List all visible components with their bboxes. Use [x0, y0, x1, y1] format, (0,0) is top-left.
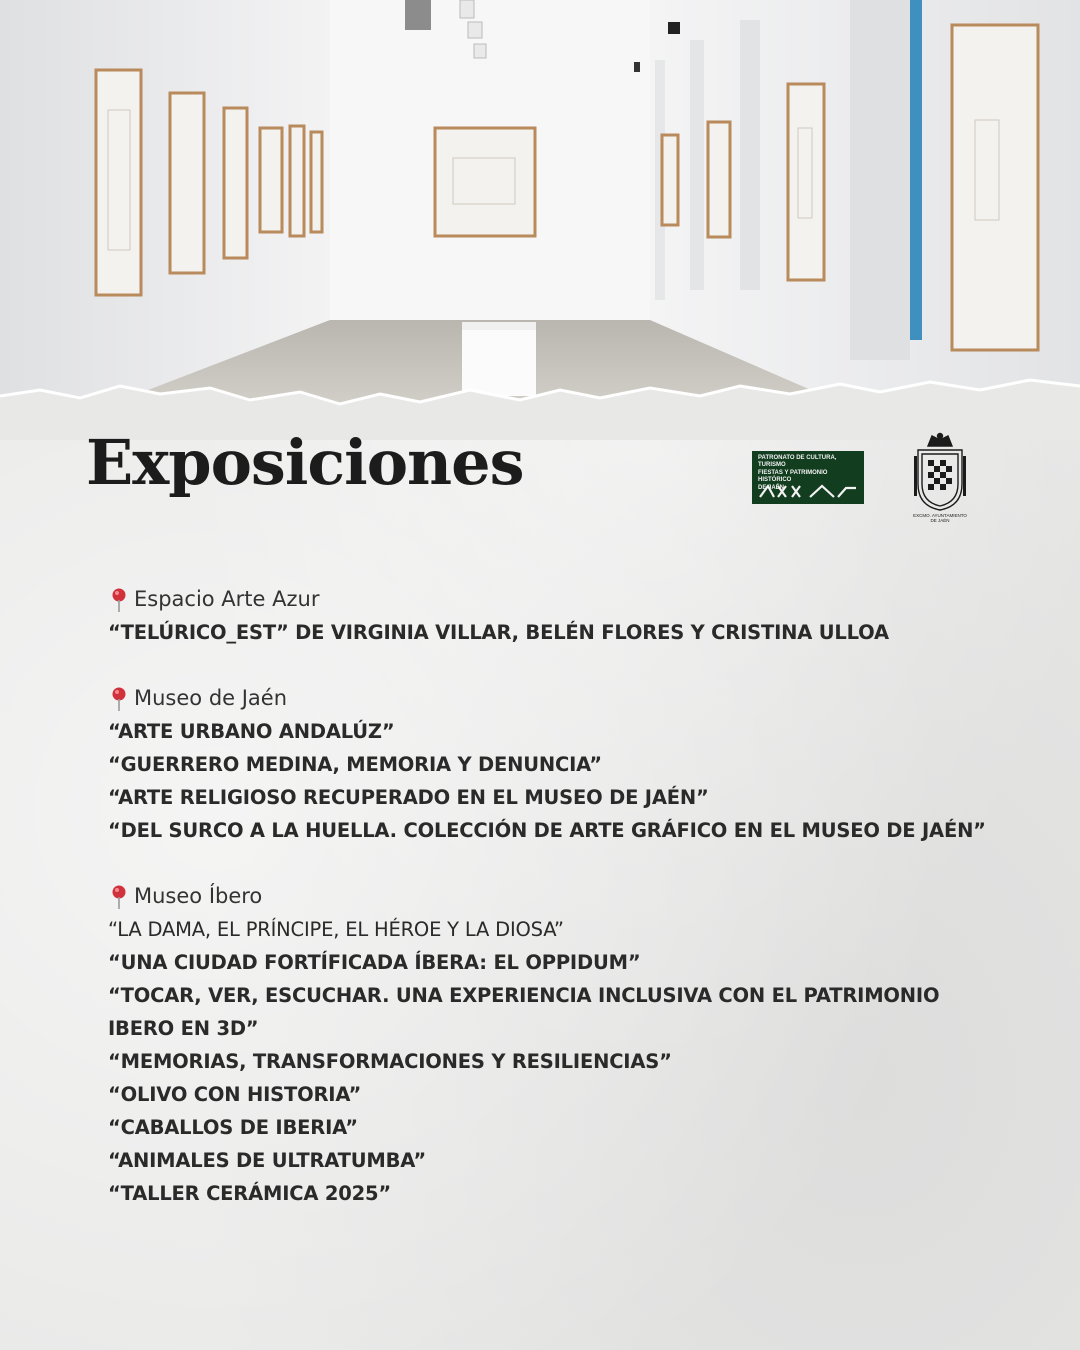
venue-block	[108, 682, 998, 847]
venue-name: Museo Íbero	[134, 884, 263, 908]
exhibition-title: “ARTE URBANO ANDALÚZ”	[108, 720, 395, 743]
venue-block	[108, 880, 998, 1210]
ayuntamiento-logo	[912, 432, 968, 522]
exhibition-title: “CABALLOS DE IBERIA”	[108, 1116, 358, 1139]
exhibition-title: “OLIVO CON HISTORIA”	[108, 1083, 362, 1106]
exhibition-title: “LA DAMA, EL PRÍNCIPE, EL HÉROE Y LA DIOSA”	[108, 918, 564, 941]
pushpin-icon	[108, 884, 130, 910]
exhibition-title: “GUERRERO MEDINA, MEMORIA Y DENUNCIA”	[108, 753, 602, 776]
exhibition-title: “MEMORIAS, TRANSFORMACIONES Y RESILIENCIAS”	[108, 1050, 672, 1073]
exhibition-title: “TALLER CERÁMICA 2025”	[108, 1182, 391, 1205]
pushpin-icon	[108, 587, 130, 613]
exhibition-title: “TOCAR, VER, ESCUCHAR. UNA EXPERIENCIA INCLUSIVA CON EL PATRIMONIO IBERO EN 3D”	[108, 984, 940, 1040]
exhibition-title: “DEL SURCO A LA HUELLA. COLECCIÓN DE ARTE GRÁFICO EN EL MUSEO DE JAÉN”	[108, 819, 986, 842]
patronato-line-1: PATRONATO DE CULTURA, TURISMO	[758, 455, 837, 469]
patronato-logo	[752, 451, 864, 504]
venue-name: Espacio Arte Azur	[134, 587, 320, 611]
exhibition-title: “ARTE RELIGIOSO RECUPERADO EN EL MUSEO DE JAÉN”	[108, 786, 709, 809]
venue-location	[108, 880, 998, 913]
exhibition-title: “UNA CIUDAD FORTÍFICADA ÍBERA: EL OPPIDUM”	[108, 951, 641, 974]
exhibition-title: “ANIMALES DE ULTRATUMBA”	[108, 1149, 426, 1172]
venue-location	[108, 583, 998, 616]
exhibition-title: “TELÚRICO_EST” DE VIRGINIA VILLAR, BELÉN FLORES Y CRISTINA ULLOA	[108, 621, 889, 644]
page-title: Exposiciones	[86, 426, 524, 499]
venue-location	[108, 682, 998, 715]
ayuntamiento-logo-text: EXCMO. AYUNTAMIENTO DE JAÉN	[913, 513, 967, 523]
venue-block	[108, 583, 998, 649]
patronato-line-2: FIESTAS Y PATRIMONIO HISTÓRICO	[758, 469, 828, 484]
coat-of-arms-icon	[912, 432, 968, 512]
patronato-line-3: DE JAÉN	[758, 484, 785, 491]
pushpin-icon	[108, 686, 130, 712]
exhibitions-list	[108, 583, 998, 1210]
venue-name: Museo de Jaén	[134, 686, 288, 710]
patronato-mark-icon	[758, 483, 858, 499]
gallery-photo	[0, 0, 1080, 420]
